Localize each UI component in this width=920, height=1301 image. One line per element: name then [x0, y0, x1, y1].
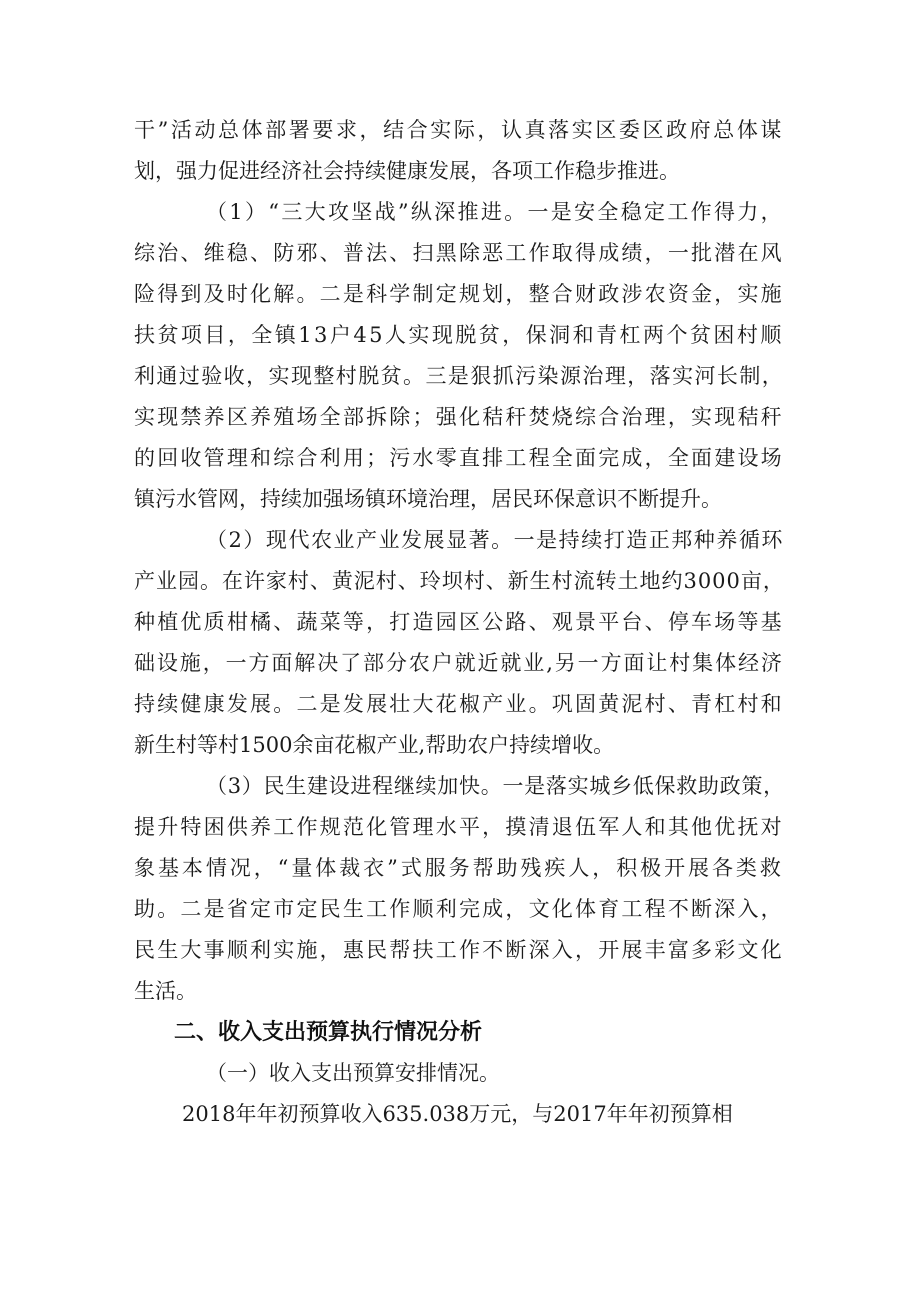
line-text: 利通过验收，实现整村脱贫。三是狠抓污染源治理，落实河长制， — [134, 364, 785, 388]
text-line — [134, 315, 784, 356]
line-text: 助。二是省定市定民生工作顺利完成，文化体育工程不断深入， — [134, 897, 784, 921]
text-line — [134, 602, 784, 643]
text-line — [134, 930, 784, 971]
line-text: 民生大事顺利实施，惠民帮扶工作不断深入，开展丰富多彩文化 — [134, 938, 784, 962]
text-line — [134, 233, 784, 274]
line-text: 划，强力促进经济社会持续健康发展，各项工作稳步推进。 — [134, 159, 680, 183]
line-text: 产业园。在许家村、黄泥村、玲坝村、新生村流转土地约3000亩， — [134, 569, 785, 593]
line-text: 的回收管理和综合利用；污水零直排工程全面完成，全面建设场 — [134, 446, 784, 470]
text-line — [134, 971, 784, 1012]
text-line — [134, 397, 784, 438]
text-line — [134, 110, 784, 151]
text-line — [134, 192, 784, 233]
line-text: 础设施，一方面解决了部分农户就近就业,另一方面让村集体经济 — [134, 651, 784, 675]
line-text: 象基本情况，“量体裁衣”式服务帮助残疾人，积极开展各类救 — [134, 856, 784, 880]
text-line — [134, 356, 784, 397]
line-text: （1）“三大攻坚战”纵深推进。一是安全稳定工作得力， — [206, 200, 784, 224]
document-body — [134, 110, 784, 1135]
text-line — [134, 274, 784, 315]
subsection-heading: （一）收入支出预算安排情况。 — [206, 1061, 500, 1085]
line-text: 险得到及时化解。二是科学制定规划，整合财政涉农资金，实施 — [134, 282, 784, 306]
text-line — [134, 561, 784, 602]
section-heading: 二、收入支出预算执行情况分析 — [174, 1020, 483, 1045]
line-text: 提升特困供养工作规范化管理水平，摸清退伍军人和其他优抚对 — [134, 815, 784, 839]
line-text: 生活。 — [134, 979, 197, 1003]
line-text: 持续健康发展。二是发展壮大花椒产业。巩固黄泥村、青杠村和 — [134, 692, 784, 716]
text-line — [134, 848, 784, 889]
text-line — [134, 520, 784, 561]
line-text: 新生村等村1500余亩花椒产业,帮助农户持续增收。 — [134, 733, 615, 757]
text-line — [134, 889, 784, 930]
text-line — [134, 766, 784, 807]
text-line — [134, 684, 784, 725]
line-text: 干”活动总体部署要求，结合实际，认真落实区委区政府总体谋 — [134, 118, 784, 142]
text-line — [134, 1094, 784, 1135]
line-text: 2018年年初预算收入635.038万元，与2017年年初预算相 — [182, 1102, 733, 1126]
line-text: 实现禁养区养殖场全部拆除；强化秸秆焚烧综合治理，实现秸秆 — [134, 405, 784, 429]
line-text: （3）民生建设进程继续加快。一是落实城乡低保救助政策， — [206, 774, 785, 798]
line-text: （2）现代农业产业发展显著。一是持续打造正邦种养循环 — [206, 528, 784, 552]
text-line — [134, 807, 784, 848]
text-line — [134, 725, 784, 766]
line-text: 扶贫项目，全镇13户45人实现脱贫，保洞和青杠两个贫困村顺 — [134, 323, 784, 347]
line-text: 种植优质柑橘、蔬菜等，打造园区公路、观景平台、停车场等基 — [134, 610, 784, 634]
line-text: 镇污水管网，持续加强场镇环境治理，居民环保意识不断提升。 — [134, 487, 722, 511]
text-line — [134, 479, 784, 520]
line-text: 综治、维稳、防邪、普法、扫黑除恶工作取得成绩，一批潜在风 — [134, 241, 784, 265]
text-line — [134, 438, 784, 479]
text-line — [134, 643, 784, 684]
text-line — [134, 151, 784, 192]
